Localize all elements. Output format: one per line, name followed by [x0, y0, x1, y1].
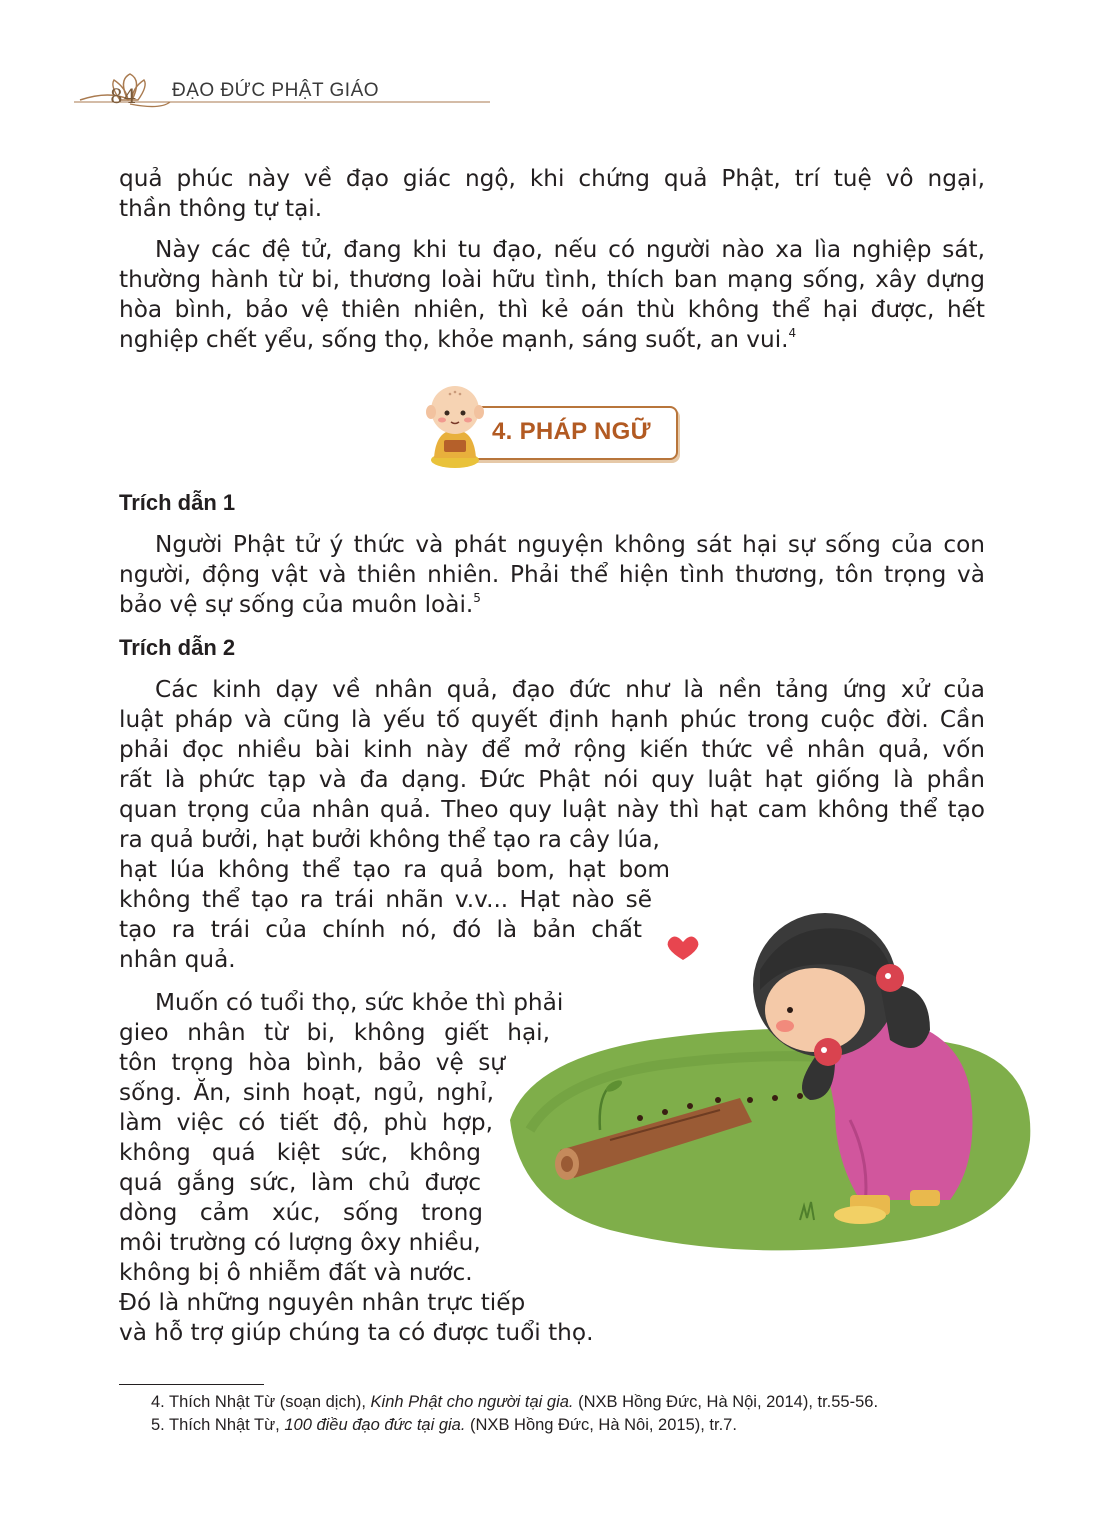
footnote-divider: [119, 1384, 264, 1385]
text-line: nhân quả.: [119, 946, 236, 973]
footnote-5: [151, 1416, 737, 1435]
text-line: Các kinh dạy về nhân quả, đạo đức như là nền tảng ứng xử của: [155, 676, 985, 703]
footnote-source-title: Kinh Phật cho người tại gia.: [370, 1393, 574, 1411]
book-title: ĐẠO ĐỨC PHẬT GIÁO: [172, 80, 380, 101]
footnote-text: (NXB Hồng Đức, Hà Nội, 2014), tr.55-56.: [573, 1393, 879, 1411]
footnote-ref: 4: [788, 326, 797, 340]
text-line: không thể tạo ra trái nhãn v.v... Hạt nào sẽ: [119, 886, 652, 913]
text-line: người, động vật và thiên nhiên. Phải thể hiện tình thương, tôn trọng và: [119, 561, 985, 588]
text-line: phải đọc nhiều bài kinh này để mở rộng kiến thức về nhân quả, vốn: [119, 736, 985, 763]
quote-1-paragraph: [119, 530, 985, 620]
text-line: môi trường có lượng ôxy nhiều,: [119, 1229, 481, 1256]
page-number: 84: [110, 84, 138, 108]
text-line-body: nghiệp chết yểu, sống thọ, khỏe mạnh, sáng suốt, an vui.: [119, 326, 789, 353]
section-heading: [420, 378, 682, 470]
text-line-body: bảo vệ sự sống của muôn loài.: [119, 591, 474, 618]
text-line: gieo nhân từ bi, không giết hại,: [119, 1019, 550, 1046]
text-line: không quá kiệt sức, không: [119, 1139, 481, 1166]
text-line: rất là phức tạp và đa dạng. Đức Phật nói quy luật hạt giống là phần: [119, 766, 985, 793]
text-line: hòa bình, bảo vệ thiên nhiên, thì kẻ oán thù không thể hại được, hết: [119, 296, 985, 323]
footnote-source-title: 100 điều đạo đức tại gia.: [284, 1416, 466, 1434]
text-line: Này các đệ tử, đang khi tu đạo, nếu có người nào xa lìa nghiệp sát,: [155, 236, 985, 263]
text-line: sống. Ăn, sinh hoạt, ngủ, nghỉ,: [119, 1079, 494, 1106]
section-title: 4. PHÁP NGỮ: [492, 418, 651, 445]
monk-child-icon: [420, 378, 490, 470]
text-line: thường hành từ bi, thương loài hữu tình, thích ban mạng sống, xây dựng: [119, 266, 985, 293]
footnote-ref: 5: [473, 591, 481, 605]
text-line: quả phúc này về đạo giác ngộ, khi chứng quả Phật, trí tuệ vô ngại,: [119, 165, 985, 192]
text-line: Đó là những nguyên nhân trực tiếp: [119, 1289, 526, 1316]
text-line: và hỗ trợ giúp chúng ta có được tuổi thọ.: [119, 1319, 594, 1346]
footnote-text: 5. Thích Nhật Từ,: [151, 1416, 285, 1434]
text-line: không bị ô nhiễm đất và nước.: [119, 1259, 473, 1286]
text-line: tạo ra trái của chính nó, đó là bản chất: [119, 916, 642, 943]
text-line: làm việc có tiết độ, phù hợp,: [119, 1109, 493, 1136]
footnote-text: (NXB Hồng Đức, Hà Nôi, 2015), tr.7.: [465, 1416, 737, 1434]
text-line: ra quả bưởi, hạt bưởi không thể tạo ra cây lúa,: [119, 826, 660, 853]
text-line: Người Phật tử ý thức và phát nguyện không sát hại sự sống của con: [155, 531, 985, 558]
quote-2-title: Trích dẫn 2: [119, 635, 236, 660]
intro-paragraph-1: [119, 164, 985, 224]
text-line: tôn trọng hòa bình, bảo vệ sự: [119, 1049, 505, 1076]
text-line: dòng cảm xúc, sống trong: [119, 1199, 483, 1226]
footnote-4: [151, 1393, 878, 1412]
text-line: thần thông tự tại.: [119, 195, 323, 222]
quote-1-title: Trích dẫn 1: [119, 490, 236, 515]
girl-watching-ants-illustration: [490, 860, 1050, 1260]
text-line: quá gắng sức, làm chủ được: [119, 1169, 481, 1196]
footnote-text: 4. Thích Nhật Từ (soạn dịch),: [151, 1393, 371, 1411]
intro-paragraph-2: [119, 235, 985, 355]
text-line: [119, 325, 985, 355]
text-line: [119, 590, 985, 620]
text-line: quan trọng của nhân quả. Theo quy luật này thì hạt cam không thể tạo: [119, 796, 985, 823]
text-line: Muốn có tuổi thọ, sức khỏe thì phải: [155, 989, 564, 1016]
text-line: hạt lúa không thể tạo ra quả bom, hạt bom: [119, 856, 670, 883]
text-line: luật pháp và cũng là yếu tố quyết định hạnh phúc trong cuộc đời. Cần: [119, 706, 985, 733]
